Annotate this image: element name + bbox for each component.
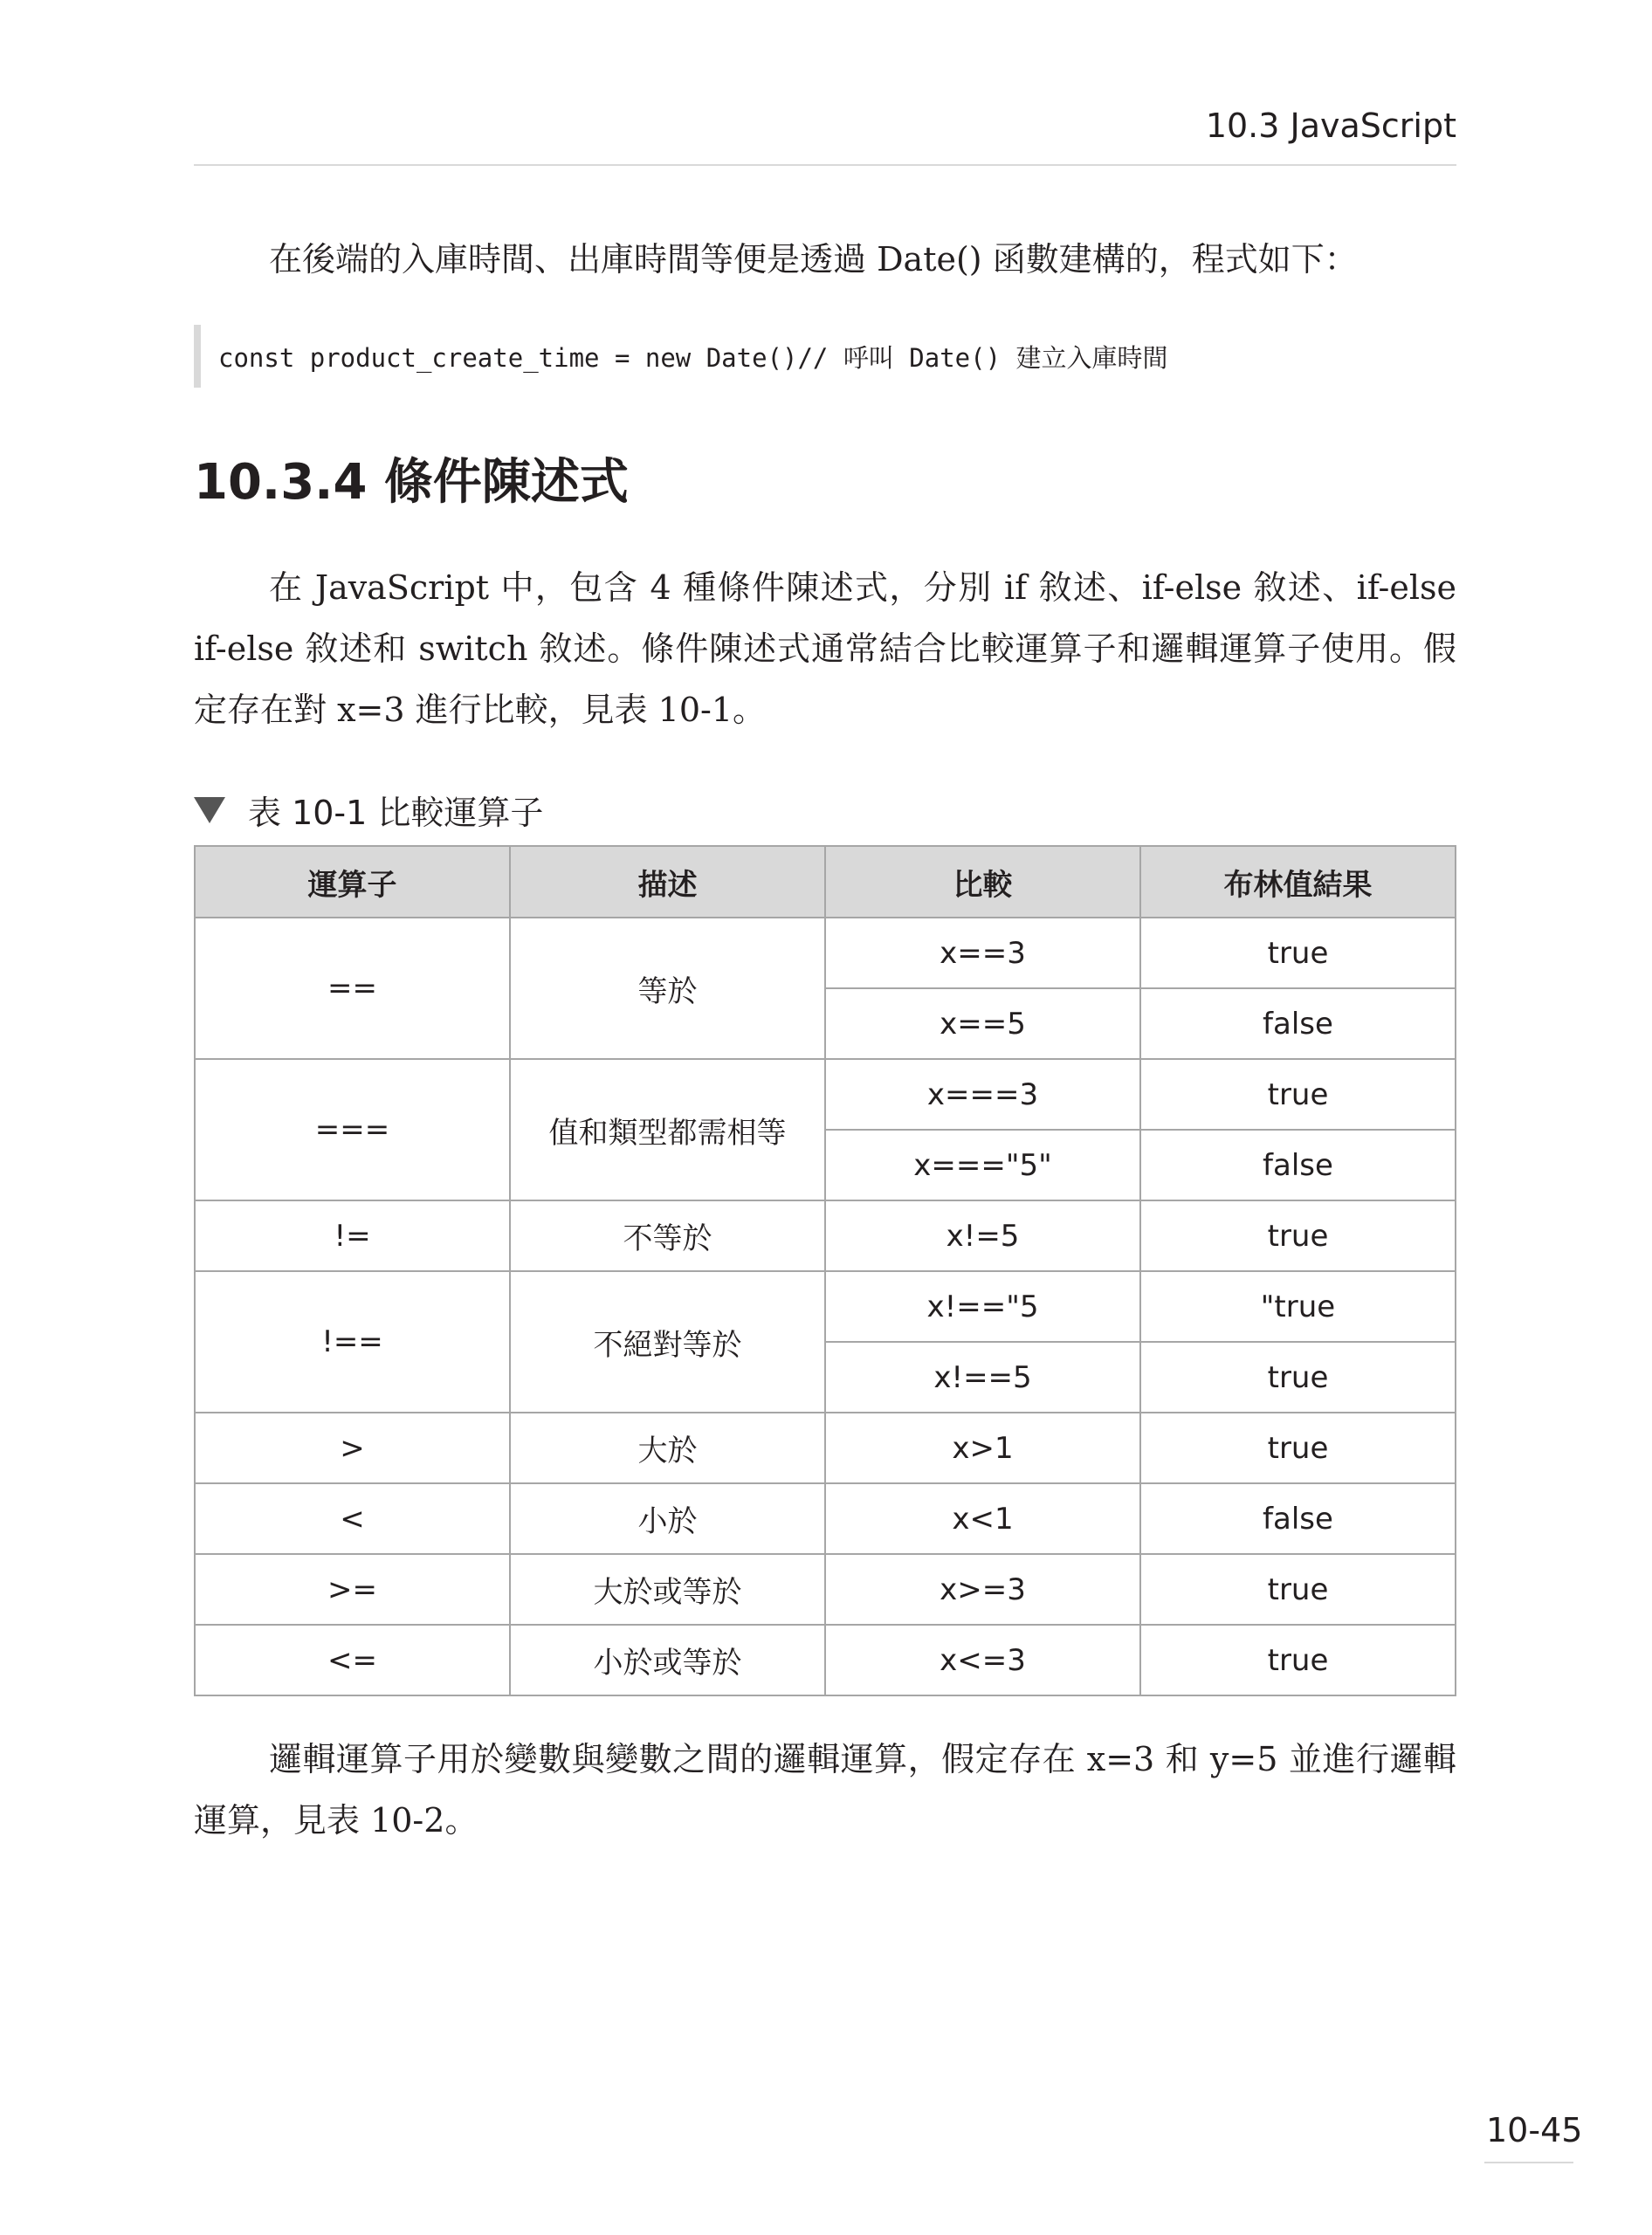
comparison-cell: x>1 [825,1413,1140,1483]
intro-paragraph: 在後端的入庫時間、出庫時間等便是透過 Date() 函數建構的，程式如下： [269,240,1358,279]
result-cell: true [1140,1342,1456,1413]
operator-cell: < [195,1483,510,1554]
section-title: 10.3.4 條件陳述式 [194,454,629,511]
comparison-cell: x<1 [825,1483,1140,1554]
code-block [194,325,1456,388]
operator-cell: >= [195,1554,510,1625]
comparison-cell: x!=5 [825,1200,1140,1271]
description-cell: 大於 [510,1413,825,1483]
table-row [195,1625,1456,1695]
header-divider [194,164,1456,166]
result-cell: true [1140,1554,1456,1625]
comparison-cell: x>=3 [825,1554,1140,1625]
page-number: 10-45 [1486,2111,1583,2149]
result-cell: true [1140,1413,1456,1483]
result-cell: false [1140,1483,1456,1554]
table-row [195,1554,1456,1625]
comparison-cell: x<=3 [825,1625,1140,1695]
operator-cell: == [195,918,510,1059]
comparison-cell: x==5 [825,988,1140,1059]
table-row [195,1483,1456,1554]
result-cell: true [1140,918,1456,988]
header-cell: 比較 [825,846,1140,918]
table-row [195,1200,1456,1271]
body-paragraph: 在 JavaScript 中，包含 4 種條件陳述式，分別 if 敘述、if-else 敘述、if-else if-else 敘述和 switch 敘述。條件陳述式通常結合比較運算子和邏輯運算子使用。假定存在對 x=3 進行比較，見表 10-1。 [194,568,1456,729]
header-cell: 布林值結果 [1140,846,1456,918]
table-caption [194,786,543,834]
operator-cell: !== [195,1271,510,1413]
result-cell: true [1140,1625,1456,1695]
result-cell: true [1140,1200,1456,1271]
description-cell: 小於或等於 [510,1625,825,1695]
operator-cell: != [195,1200,510,1271]
result-cell: false [1140,1130,1456,1200]
result-cell: "true [1140,1271,1456,1342]
table-row [195,1413,1456,1483]
closing-paragraph: 邏輯運算子用於變數與變數之間的邏輯運算，假定存在 x=3 和 y=5 並進行邏輯運算，見表 10-2。 [194,1740,1456,1840]
table-row [195,918,1456,988]
description-cell: 值和類型都需相等 [510,1059,825,1200]
description-cell: 小於 [510,1483,825,1554]
result-cell: false [1140,988,1456,1059]
table-row [195,1271,1456,1342]
header-cell: 描述 [510,846,825,918]
result-cell: true [1140,1059,1456,1130]
triangle-down-icon [194,797,225,823]
comparison-cell: x==="5" [825,1130,1140,1200]
operator-cell: === [195,1059,510,1200]
table-header-row [195,846,1456,918]
comparison-cell: x!=="5 [825,1271,1140,1342]
description-cell: 不絕對等於 [510,1271,825,1413]
operator-cell: > [195,1413,510,1483]
comparison-cell: x!==5 [825,1342,1140,1413]
description-cell: 等於 [510,918,825,1059]
comparison-operators-table [194,845,1456,1696]
table-row [195,1059,1456,1130]
operator-cell: <= [195,1625,510,1695]
footer-divider [1484,2162,1573,2163]
running-header: 10.3 JavaScript [1205,107,1456,145]
comparison-cell: x===3 [825,1059,1140,1130]
comparison-cell: x==3 [825,918,1140,988]
description-cell: 大於或等於 [510,1554,825,1625]
code-line: const product_create_time = new Date()// 呼叫 Date() 建立入庫時間 [218,342,1168,373]
description-cell: 不等於 [510,1200,825,1271]
header-cell: 運算子 [195,846,510,918]
table-caption-text: 表 10-1 比較運算子 [248,794,544,832]
